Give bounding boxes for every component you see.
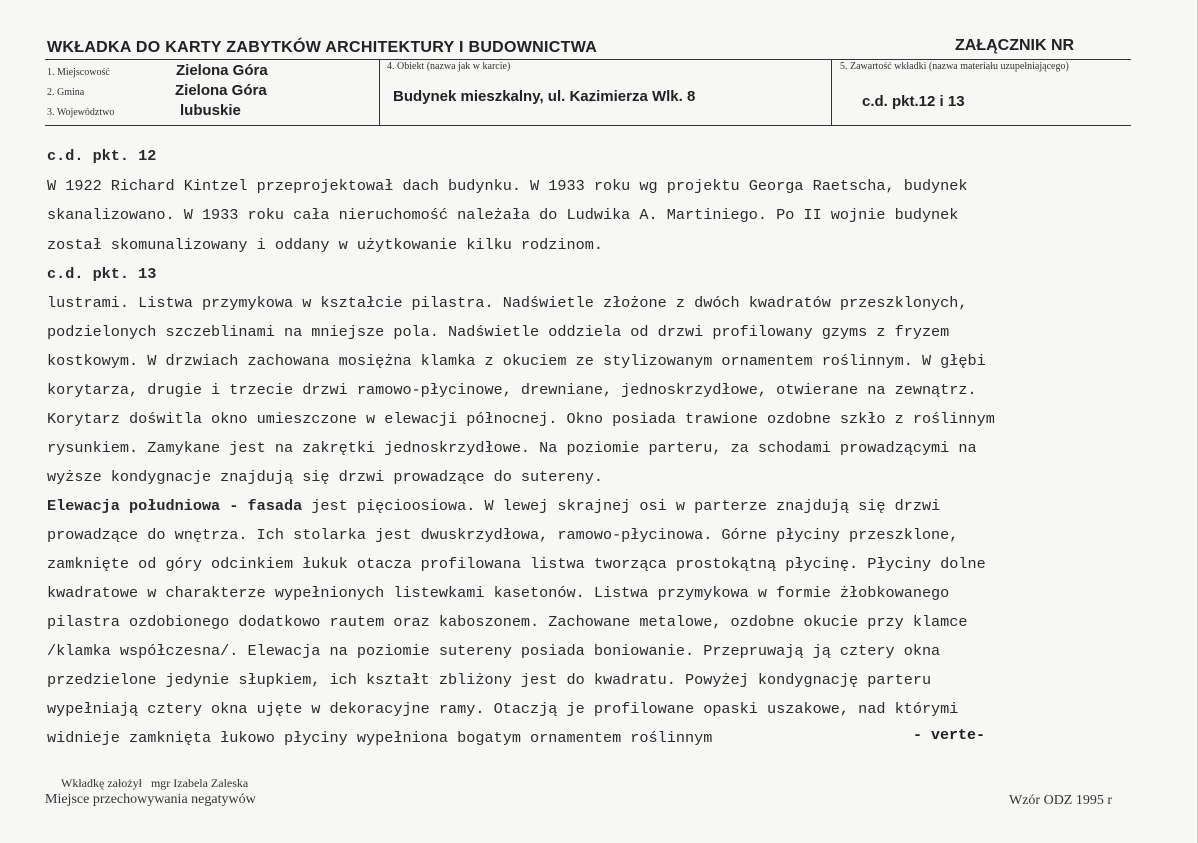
elevation-line: widnieje zamknięta łukowo płyciny wypełniona bogatym ornamentem roślinnym: [47, 729, 713, 747]
form-version: Wzór ODZ 1995 r: [1009, 793, 1113, 808]
commune-label: 2. Gmina: [47, 87, 85, 98]
header-divider-2: [831, 59, 832, 126]
paragraph-12-line: skanalizowano. W 1933 roku cała nieruchomość należała do Ludwika A. Martiniego. Po II wojnie budynek: [47, 206, 959, 224]
voivodeship-label: 3. Województwo: [47, 107, 115, 118]
elevation-first-text: jest pięcioosiowa. W lewej skrajnej osi w parterze znajdują się drzwi: [302, 497, 941, 515]
author-label: Wkładkę założył: [61, 776, 142, 790]
contents-label: 5. Zawartość wkładki (nazwa materiału uzupełniającego): [840, 61, 1069, 72]
commune-value: Zielona Góra: [175, 82, 267, 99]
header-bottom-rule: [45, 125, 1131, 126]
elevation-line: kwadratowe w charakterze wypełnionych listewkami kasetonów. Listwa przymykowa w formie żłobkowanego: [47, 584, 950, 602]
heading-pkt-12: c.d. pkt. 12: [47, 147, 157, 165]
verte-note: - verte-: [913, 727, 986, 744]
elevation-line: pilastra ozdobionego dodatkowo rautem oraz kaboszonem. Zachowane metalowe, ozdobne okucie przy klamce: [47, 613, 968, 631]
elevation-line: /klamka współczesna/. Elewacja na poziomie sutereny posiada boniowanie. Przepruwają ją cztery okna: [47, 642, 941, 660]
paragraph-12-line: W 1922 Richard Kintzel przeprojektował dach budynku. W 1933 roku wg projektu Georga Raetscha, budynek: [47, 177, 968, 195]
contents-value: c.d. pkt.12 i 13: [862, 93, 965, 110]
object-value: Budynek mieszkalny, ul. Kazimierza Wlk. 8: [393, 88, 696, 105]
elevation-line: prowadzące do wnętrza. Ich stolarka jest dwuskrzydłowa, ramowo-płycinowa. Górne płyciny przeszklone,: [47, 526, 959, 544]
paragraph-13-line: wyższe kondygnacje znajdują się drzwi prowadzące do sutereny.: [47, 468, 603, 486]
locality-label: 1. Miejscowość: [47, 67, 110, 78]
paragraph-13-line: podzielonych szczeblinami na mniejsze pola. Nadświetle oddziela od drzwi profilowany gzyms z fryzem: [47, 323, 950, 341]
locality-value: Zielona Góra: [176, 62, 268, 79]
elevation-line: zamknięte od góry odcinkiem łukuk otacza profilowana listwa tworząca prostokątną płycinę. Płyciny dolne: [47, 555, 986, 573]
paragraph-12-line: został skomunalizowany i oddany w użytkowanie kilku rodzinom.: [47, 236, 603, 254]
heading-pkt-13: c.d. pkt. 13: [47, 265, 157, 283]
author-line: [61, 776, 248, 791]
paragraph-13-line: lustrami. Listwa przymykowa w kształcie pilastra. Nadświetle złożone z dwóch kwadratów przeszklonych,: [47, 294, 968, 312]
elevation-first-line: [47, 497, 940, 515]
paragraph-13-line: Korytarz doświtla okno umieszczone w elewacji północnej. Okno posiada trawione ozdobne szkło z roślinnym: [47, 410, 995, 428]
negatives-storage: Miejsce przechowywania negatywów: [45, 792, 256, 807]
form-title: WKŁADKA DO KARTY ZABYTKÓW ARCHITEKTURY I BUDOWNICTWA: [47, 39, 598, 56]
paragraph-13-line: rysunkiem. Zamykane jest na zakrętki jednoskrzydłowe. Na poziomie parteru, za schodami prowadzącymi na: [47, 439, 977, 457]
annex-label: ZAŁĄCZNIK NR: [955, 37, 1075, 54]
author-name: mgr Izabela Zaleska: [150, 776, 249, 790]
elevation-line: przedzielone jedynie słupkiem, ich kształt zbliżony jest do kwadratu. Powyżej kondygnację parteru: [47, 671, 932, 689]
header-divider-1: [379, 59, 380, 126]
paragraph-13-line: kostkowym. W drzwiach zachowana mosiężna klamka z okuciem ze stylizowanym ornamentem roślinnym. W głębi: [47, 352, 986, 370]
elevation-heading: Elewacja południowa - fasada: [47, 497, 303, 515]
header-top-rule: [45, 59, 1131, 60]
paragraph-13-line: korytarza, drugie i trzecie drzwi ramowo-płycinowe, drewniane, jednoskrzydłowe, otwierane na zewnątrz.: [47, 381, 977, 399]
object-label: 4. Obiekt (nazwa jak w karcie): [387, 61, 511, 72]
voivodeship-value: lubuskie: [180, 102, 241, 119]
elevation-line: wypełniają cztery okna ujęte w dekoracyjne ramy. Otaczją je profilowane opaski uszakowe, nad którymi: [47, 700, 959, 718]
